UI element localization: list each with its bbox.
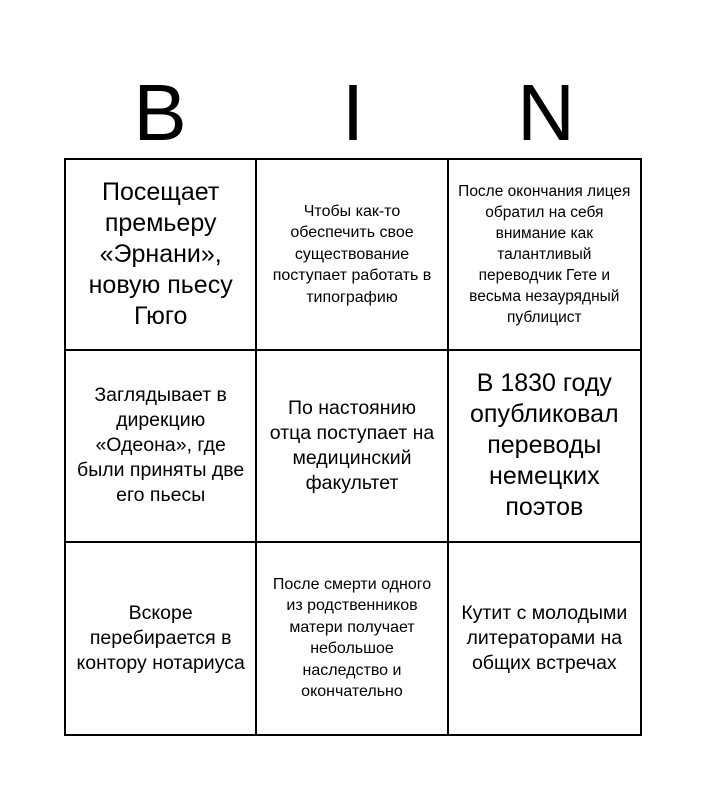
- header-letter-b: B: [133, 68, 187, 157]
- bingo-cell-text: После смерти одного из родственников матери получает небольшое наследство и окончательно: [272, 575, 432, 701]
- bingo-grid: [64, 158, 642, 736]
- bingo-cell-text: Посещает премьеру «Эрнани», новую пьесу Гюго: [88, 178, 233, 331]
- bingo-cell-1[interactable]: [66, 160, 257, 351]
- bingo-cell-4[interactable]: [66, 351, 257, 542]
- bingo-cell-8[interactable]: [257, 543, 448, 734]
- bingo-cell-6[interactable]: [449, 351, 640, 542]
- bingo-cell-9[interactable]: [449, 543, 640, 734]
- header-letter-i: I: [341, 68, 365, 157]
- bingo-cell-text: Чтобы как-то обеспечить свое существование поступает работать в типографию: [272, 202, 432, 306]
- bingo-cell-text: Заглядывает в дирекцию «Одеона», где были приняты две его пьесы: [77, 384, 245, 507]
- bingo-cell-text: Кутит с молодыми литераторами на общих встречах: [461, 601, 628, 674]
- header-letter-n: N: [517, 68, 575, 157]
- bingo-cell-2[interactable]: [257, 160, 448, 351]
- bingo-cell-text: После окончания лицея обратил на себя внимание как талантливый переводчик Гете и весьма незаурядный публицист: [458, 183, 631, 327]
- bingo-header: [64, 68, 642, 158]
- bingo-cell-7[interactable]: [66, 543, 257, 734]
- bingo-cell-5[interactable]: [257, 351, 448, 542]
- bingo-cell-3[interactable]: [449, 160, 640, 351]
- bingo-cell-text: По настоянию отца поступает на медицинский факультет: [269, 396, 435, 494]
- bingo-cell-text: В 1830 году опубликовал переводы немецких поэтов: [470, 369, 619, 522]
- bingo-cell-text: Вскоре перебирается в контору нотариуса: [76, 601, 245, 674]
